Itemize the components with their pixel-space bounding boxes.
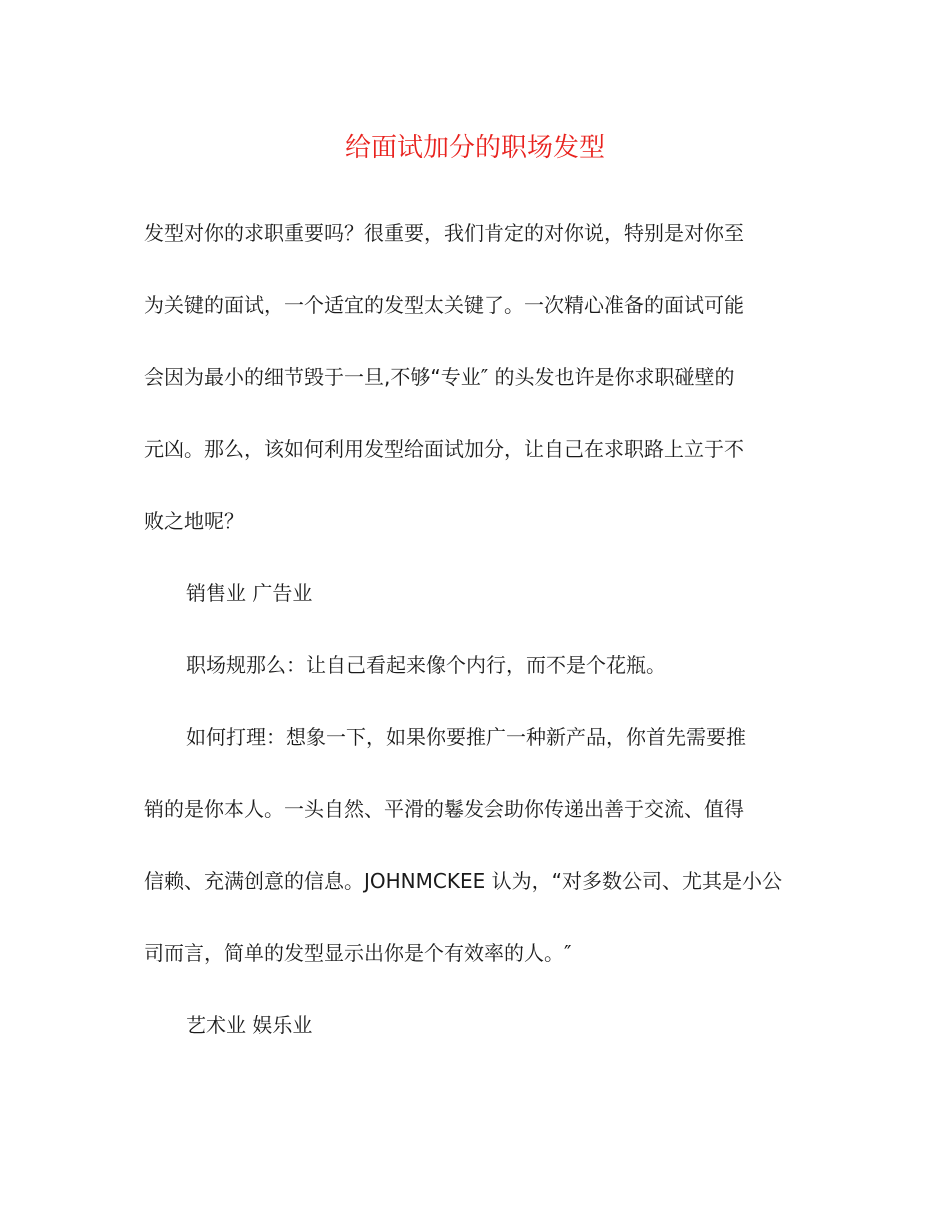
section-heading-arts: 艺术业 娱乐业 <box>186 1013 313 1037</box>
section-heading-sales: 销售业 广告业 <box>186 581 313 605</box>
paragraph-line: 销的是你本人。一头自然、平滑的鬈发会助你传递出善于交流、值得 <box>144 797 744 821</box>
paragraph-line: 败之地呢？ <box>144 509 244 533</box>
document-title: 给面试加分的职场发型 <box>344 133 605 163</box>
paragraph-line: 元凶。那么，该如何利用发型给面试加分，让自己在求职路上立于不 <box>144 437 744 461</box>
section-rule-text: 职场规那么：让自己看起来像个内行，而不是个花瓶。 <box>186 653 666 677</box>
paragraph-line: 为关键的面试，一个适宜的发型太关键了。一次精心准备的面试可能 <box>144 293 744 317</box>
paragraph-line: 发型对你的求职重要吗？很重要，我们肯定的对你说，特别是对你至 <box>144 221 744 245</box>
paragraph-line: 信赖、充满创意的信息。JOHNMCKEE 认为，“对多数公司、尤其是小公 <box>144 869 782 893</box>
paragraph-line: 司而言，简单的发型显示出你是个有效率的人。″ <box>144 941 572 965</box>
paragraph-line: 会因为最小的细节毁于一旦,不够“专业″ 的头发也许是你求职碰壁的 <box>144 365 735 389</box>
paragraph-line: 如何打理：想象一下，如果你要推广一种新产品，你首先需要推 <box>186 725 746 749</box>
